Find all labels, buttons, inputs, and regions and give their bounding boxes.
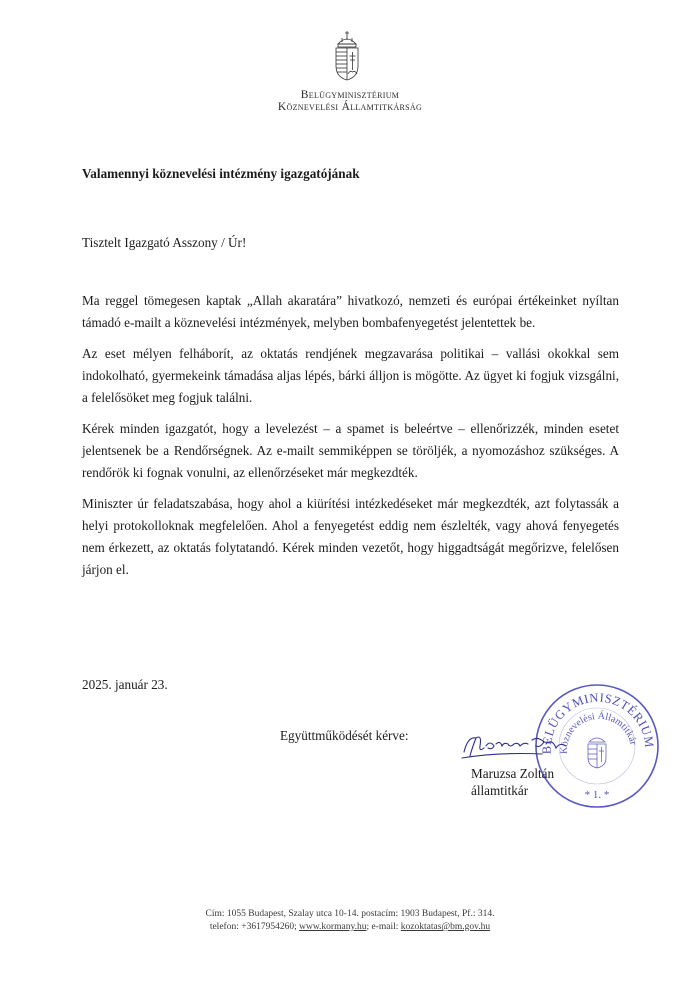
stamp-outer-text: BELÜGYMINISZTÉRIUM xyxy=(539,690,657,755)
signer-name: Maruzsa Zoltán xyxy=(471,766,555,781)
footer-address: Cím: 1055 Budapest, Szalay utca 10-14. postacím: 1903 Budapest, Pf.: 314. xyxy=(205,909,495,919)
body-paragraph: Az eset mélyen felháborít, az oktatás rendjének megzavarása politikai – vallási okokkal sem indokolható, gyermekeink támadása aljas lépés, bárki álljon is mögötte. Az ügyet ki fogjuk vizsgálni, a felelősöket meg fogjuk találni. xyxy=(82,346,619,405)
recipient-line: Valamennyi köznevelési intézmény igazgatójának xyxy=(82,166,360,181)
signer-title: államtitkár xyxy=(471,783,529,798)
department-name: Köznevelési Államtitkárság xyxy=(277,101,423,113)
closing-phrase: Együttműködését kérve: xyxy=(280,728,409,743)
body-paragraph: Kérek minden igazgatót, hogy a levelezést – a spamet is beleértve – ellenőrizzék, minden esetet jelentsenek be a Rendőrségnek. Az e-mailt semmiképpen se töröljék, a nyomozáshoz szükséges. A rendőrök ki fognak vonulni, az ellenőrzéseket már megkezdték. xyxy=(82,421,619,480)
letter-body xyxy=(82,290,619,590)
footer-contact xyxy=(0,922,700,932)
footer-email-link[interactable]: kozoktatas@bm.gov.hu xyxy=(400,922,491,932)
footer-website-link[interactable]: www.kormany.hu xyxy=(299,922,367,932)
body-paragraph: Miniszter úr feladatszabása, hogy ahol a kiürítési intézkedéseket már megkezdték, azt folytassák a helyi protokolloknak megfelelően. Ahol a fenyegetést eddig nem észlelték, vagy ahová fenyegetés nem érkezett, az oktatás folytatandó. Kérek minden vezetőt, hogy higgadtságát megőrizve, felelősen járjon el. xyxy=(82,496,619,577)
stamp-number: * 1. * xyxy=(584,789,610,801)
salutation: Tisztelt Igazgató Asszony / Úr! xyxy=(82,235,247,250)
stamp-crest-icon xyxy=(588,738,606,768)
handwritten-signature xyxy=(458,722,578,766)
ministry-name: Belügyminisztérium xyxy=(300,89,400,101)
coat-of-arms-icon xyxy=(332,30,362,82)
letter-date: 2025. január 23. xyxy=(82,677,168,692)
footer-separator: ; xyxy=(366,922,370,932)
footer-phone: telefon: +3617954260; xyxy=(209,922,297,932)
stamp-inner-text: Köznevelési Államtitkár xyxy=(558,710,639,755)
footer-email-label: e-mail: xyxy=(371,922,399,932)
body-paragraph: Ma reggel tömegesen kaptak „Allah akaratára” hivatkozó, nemzeti és európai értékeinket nyíltan támadó e-mailt a köznevelési intézmények, melyben bombafenyegetést jelentettek be. xyxy=(82,293,619,330)
